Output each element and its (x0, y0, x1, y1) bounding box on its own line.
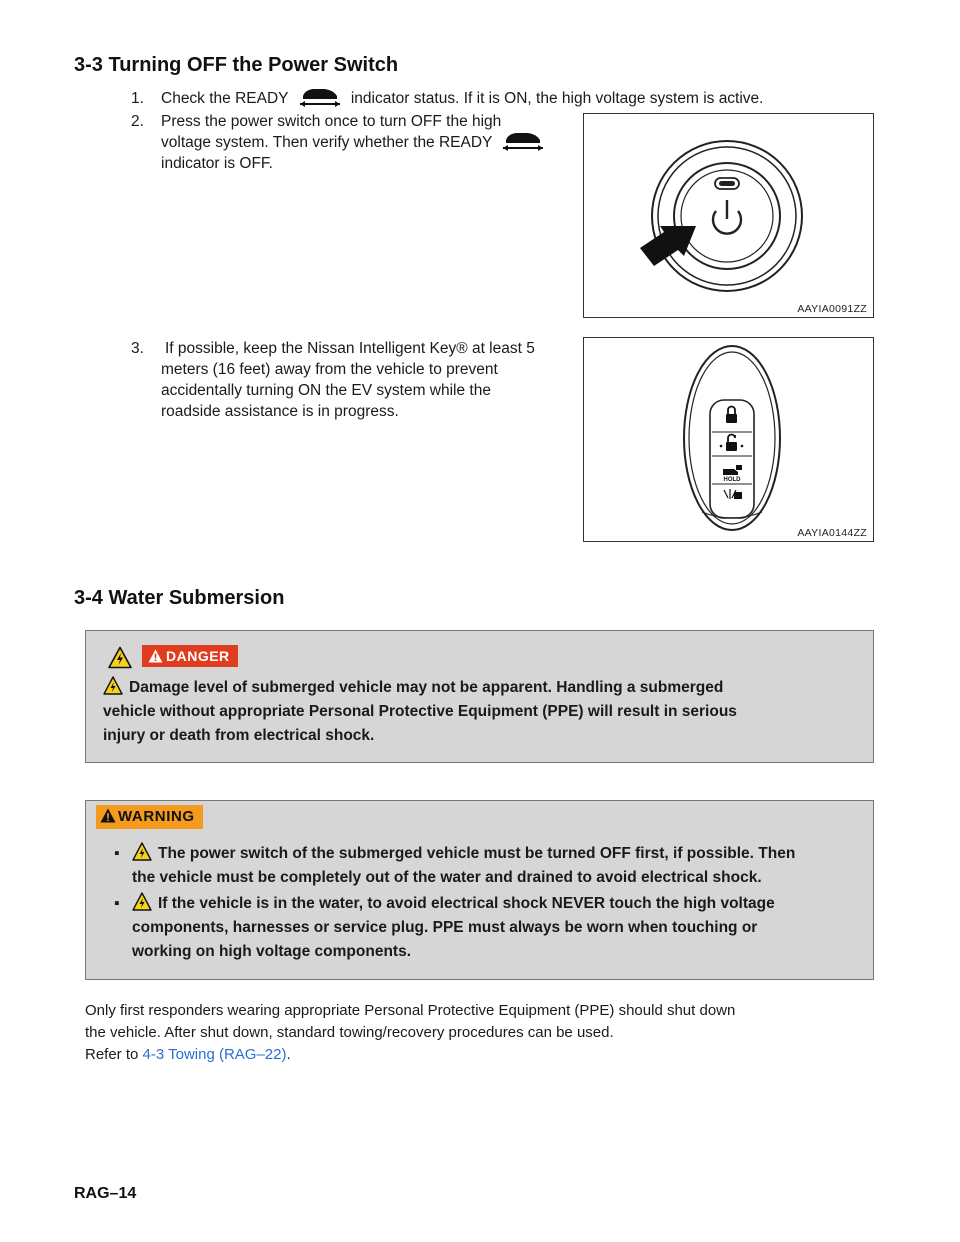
figure-intelligent-key (583, 337, 874, 542)
figure-power-switch (583, 113, 874, 318)
step-text: voltage system. Then verify whether the READY (161, 134, 493, 151)
warning-text: the vehicle must be completely out of the water and drained to avoid electrical shock. (132, 869, 762, 886)
warning-text: working on high voltage components. (132, 943, 412, 960)
alert-triangle-icon (100, 808, 116, 823)
paragraph-text: Refer to (85, 1046, 139, 1063)
step-number: 2. (131, 113, 144, 130)
step-text: Check the READY (161, 90, 289, 107)
danger-text: injury or death from electrical shock. (103, 727, 375, 744)
section-heading-3-4: 3-4 Water Submersion (74, 587, 285, 609)
step-text: roadside assistance is in progress. (161, 403, 399, 420)
high-voltage-warning-icon (132, 842, 152, 861)
key-hold-label: HOLD (723, 477, 741, 483)
step-number: 3. (131, 340, 144, 357)
danger-badge (142, 645, 238, 667)
submersion-paragraph (85, 1000, 875, 1066)
warning-item-1 (114, 842, 874, 892)
intelligent-key-icon (584, 338, 873, 541)
danger-message (103, 676, 863, 748)
power-switch-icon (584, 114, 873, 317)
step-text: indicator status. If it is ON, the high voltage system is active. (350, 90, 764, 107)
warning-panel (85, 800, 874, 980)
warning-text: If the vehicle is in the water, to avoid electrical shock NEVER touch the high voltage (158, 895, 775, 912)
high-voltage-warning-icon (132, 892, 152, 911)
step-1 (131, 88, 831, 110)
warning-item-2 (114, 892, 874, 966)
step-2 (131, 111, 561, 177)
danger-text: Damage level of submerged vehicle may not be apparent. Handling a submerged (129, 679, 724, 696)
warning-badge-label: WARNING (118, 808, 195, 825)
figure-code: AAYIA0091ZZ (797, 303, 867, 315)
page-label: RAG–14 (74, 1185, 137, 1202)
warning-text: The power switch of the submerged vehicle must be turned OFF first, if possible. Then (158, 845, 796, 862)
step-text: indicator is OFF. (161, 155, 273, 172)
high-voltage-warning-icon (103, 676, 123, 695)
warning-text: components, harnesses or service plug. PPE must always be worn when touching or (132, 919, 758, 936)
alert-triangle-icon (148, 649, 163, 663)
warning-badge (96, 805, 203, 829)
danger-badge-label: DANGER (166, 648, 230, 664)
danger-text: vehicle without appropriate Personal Protective Equipment (PPE) will result in serious (103, 703, 737, 720)
step-text: accidentally turning ON the EV system while the (161, 382, 491, 399)
paragraph-text: the vehicle. After shut down, standard towing/recovery procedures can be used. (85, 1024, 614, 1041)
section-heading-3-3: 3-3 Turning OFF the Power Switch (74, 54, 399, 76)
step-number: 1. (131, 90, 144, 107)
paragraph-text: Only first responders wearing appropriate Personal Protective Equipment (PPE) should shut down (85, 1002, 736, 1019)
bullet: ▪ (114, 845, 120, 862)
step-text: Press the power switch once to turn OFF the high (161, 113, 502, 130)
paragraph-text: . (286, 1046, 291, 1063)
step-3 (131, 338, 561, 426)
bullet: ▪ (114, 895, 120, 912)
ready-indicator-icon (500, 130, 546, 152)
high-voltage-warning-icon (108, 646, 132, 669)
figure-code: AAYIA0144ZZ (797, 527, 867, 539)
ready-indicator-icon (297, 86, 343, 108)
step-text: If possible, keep the Nissan Intelligent Key® at least 5 (165, 340, 535, 357)
towing-link[interactable]: 4-3 Towing (RAG–22) (142, 1046, 287, 1063)
step-text: meters (16 feet) away from the vehicle to prevent (161, 361, 498, 378)
danger-panel (85, 630, 874, 763)
